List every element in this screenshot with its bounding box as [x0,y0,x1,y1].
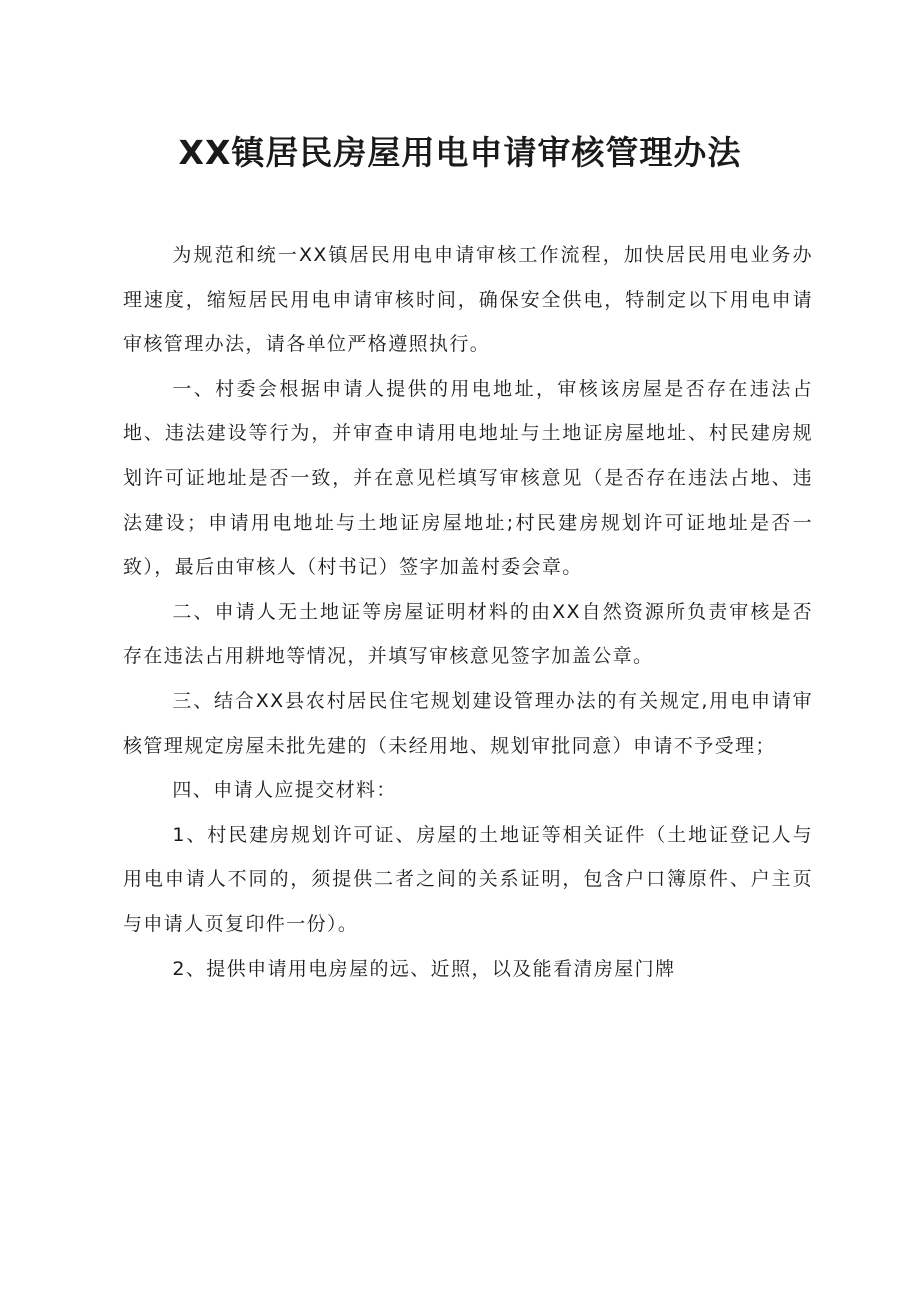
intro-paragraph: 为规范和统一XX镇居民用电申请审核工作流程，加快居民用电业务办理速度，缩短居民用电申请审核时间，确保安全供电，特制定以下用电申请审核管理办法，请各单位严格遵照执行。 [123,244,813,356]
clause-1-paragraph: 一、村委会根据申请人提供的用电地址，审核该房屋是否存在违法占地、违法建设等行为，并审查申请用电地址与土地证房屋地址、村民建房规划许可证地址是否一致，并在意见栏填写审核意见（是否存在违法占地、违法建设；申请用电地址与土地证房屋地址;村民建房规划许可证地址是否一致），最后由审核人（村书记）签字加盖村委会章。 [123,377,813,579]
document-title: XX镇居民房屋用电申请审核管理办法 [178,133,742,172]
clause-3-paragraph: 三、结合XX县农村居民住宅规划建设管理办法的有关规定,用电申请审核管理规定房屋未批先建的（未经用地、规划审批同意）申请不予受理； [123,689,813,757]
material-item-2: 2、提供申请用电房屋的远、近照，以及能看清房屋门牌 [172,957,676,980]
clause-4-heading: 四、申请人应提交材料： [172,779,397,802]
clause-2-paragraph: 二、申请人无土地证等房屋证明材料的由XX自然资源所负责审核是否存在违法占用耕地等情况，并填写审核意见签字加盖公章。 [123,600,813,668]
material-item-1: 1、村民建房规划许可证、房屋的土地证等相关证件（土地证登记人与用电申请人不同的，须提供二者之间的关系证明，包含户口簿原件、户主页与申请人页复印件一份）。 [123,823,813,935]
document-body [123,233,813,991]
